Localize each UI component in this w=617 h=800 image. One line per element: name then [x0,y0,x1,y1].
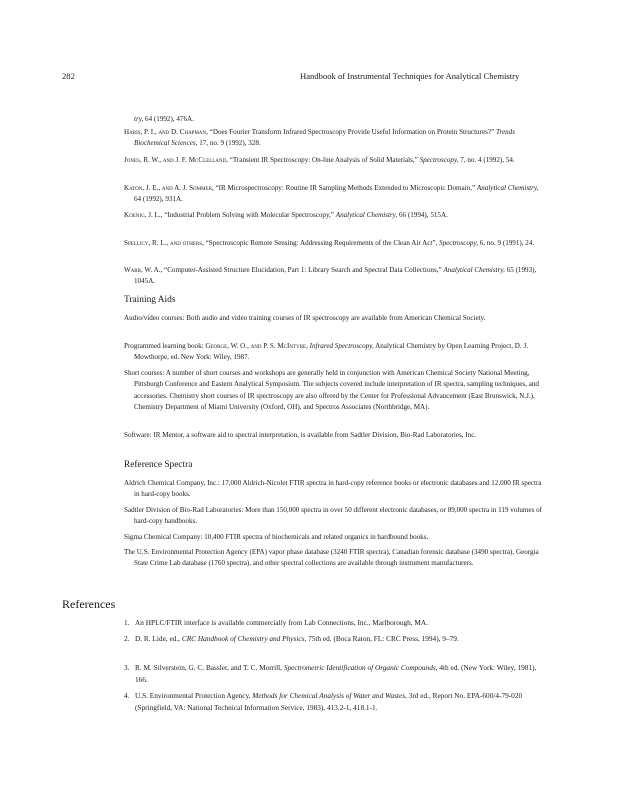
bib-entry: Haris, P. I., and D. Chapman, “Does Fourier Transform Infrared Spectroscopy Provide Useful Information on Protein Structures?” Trends Biochemical Sciences, 17, no. 9 (1992), 328. [124,128,515,148]
bib-entry: Jones, R. W., and J. F. McClelland, “Transient IR Spectroscopy: On-line Analysis of Solid Materials,” Spectroscopy, 7, no. 4 (1992), 54. [124,156,515,164]
bib-continued-fragment: try, 64 (1992), 476A. [134,115,194,123]
training-aid-short-courses: Short courses: A number of short courses and workshops are generally held in conjunction with American Chemical Society National Meeting, Pittsburgh Conference and Eastern Analytical Symposium. The subjects covered include interpretation of IR spectra, sampling techniques, and accessories. Chemistry short courses of IR spectroscopy are also offered by the Center for Professional Advancement (East Brunswick, N.J.), Chemistry Department of Miami University (Oxford, OH), and Spectros Associates (Northbridge, MA). [124,369,539,411]
training-aid-book: Programmed learning book: George, W. O., and P. S. McIntyre, Infrared Spectroscopy, Analytical Chemistry by Open Learning Project, D. J. Mowthorpe, ed. New York: Wiley, 1987. [124,342,529,362]
section-heading-reference-spectra: Reference Spectra [124,460,193,470]
bib-entry: Katon, J. E., and A. J. Sommer, “IR Microspectroscopy: Routine IR Sampling Methods Extended to Microscopic Domain,” Analytical Chemistry, 64 (1992), 931A. [124,184,539,204]
reference-spectra-item: Sadtler Division of Bio-Rad Laboratories: More than 150,000 spectra in over 50 different electronic databases, or 89,000 spectra in 119 volumes of hard-copy handbooks. [124,506,543,526]
section-heading-references: References [62,597,116,611]
training-aid-audio: Audio/video courses: Both audio and video training courses of IR spectroscopy are available from American Chemical Society. [124,314,486,322]
page-number: 282 [62,71,75,81]
reference-spectra-item: The U.S. Environmental Protection Agency (EPA) vapor phase database (3240 FTIR spectra), Canadian forensic database (3490 spectra), Georgia State Crime Lab database (1760 spectra), and other spectral collections are available through instrument manufacturers. [124,548,539,568]
training-aid-software: Software: IR Mentor, a software aid to spectral interpretation, is available from Sadtler Division, Bio-Rad Laboratories, Inc. [124,431,477,439]
reference-spectra-item: Aldrich Chemical Company, Inc.: 17,000 Aldrich-Nicolet FTIR spectra in hard-copy reference books or electronic databases and 12,000 IR spectra in hard-copy books. [124,479,542,499]
reference-item: 1. An HPLC/FTIR interface is available commercially from Lab Connections, Inc., Marlborough, MA. [124,618,429,627]
bib-entry: Koenig, J. L., “Industrial Problem Solving with Molecular Spectroscopy,” Analytical Chemistry, 66 (1994), 515A. [124,211,448,219]
section-heading-training-aids: Training Aids [124,295,176,305]
reference-item: 2. D. R. Lide, ed., CRC Handbook of Chemistry and Physics, 75th ed. (Boca Raton, FL: CRC Press, 1994), 9–79. [124,634,459,643]
bib-entry: Warr, W. A., “Computer-Assisted Structure Elucidation, Part 1: Library Search and Spectral Data Collections,” Analytical Chemistry, 65 (1993), 1045A. [124,266,537,286]
reference-item: 4. U.S. Environmental Protection Agency, Methods for Chemical Analysis of Water and Wastes, 3rd ed., Report No. EPA-600/4-79-020 (Springfield, VA: National Technical Information Service, 1983), 413.2-1, 418.1-1. [124,691,523,712]
reference-spectra-item: Sigma Chemical Company: 10,400 FTIR spectra of biochemicals and related organics in hardbound books. [124,533,429,541]
reference-item: 3. R. M. Silverstein, G. C. Bassler, and T. C. Morrill, Spectrometric Identification of Organic Compounds, 4th ed. (New York: Wiley, 1981), 166. [124,663,537,684]
bib-entry: Spellicy, R. L., and others, “Spectroscopic Remote Sensing: Addressing Requirements of the Clean Air Act”, Spectroscopy, 6, no. 9 (1991), 24. [124,239,535,247]
running-title: Handbook of Instrumental Techniques for Analytical Chemistry [300,71,520,81]
